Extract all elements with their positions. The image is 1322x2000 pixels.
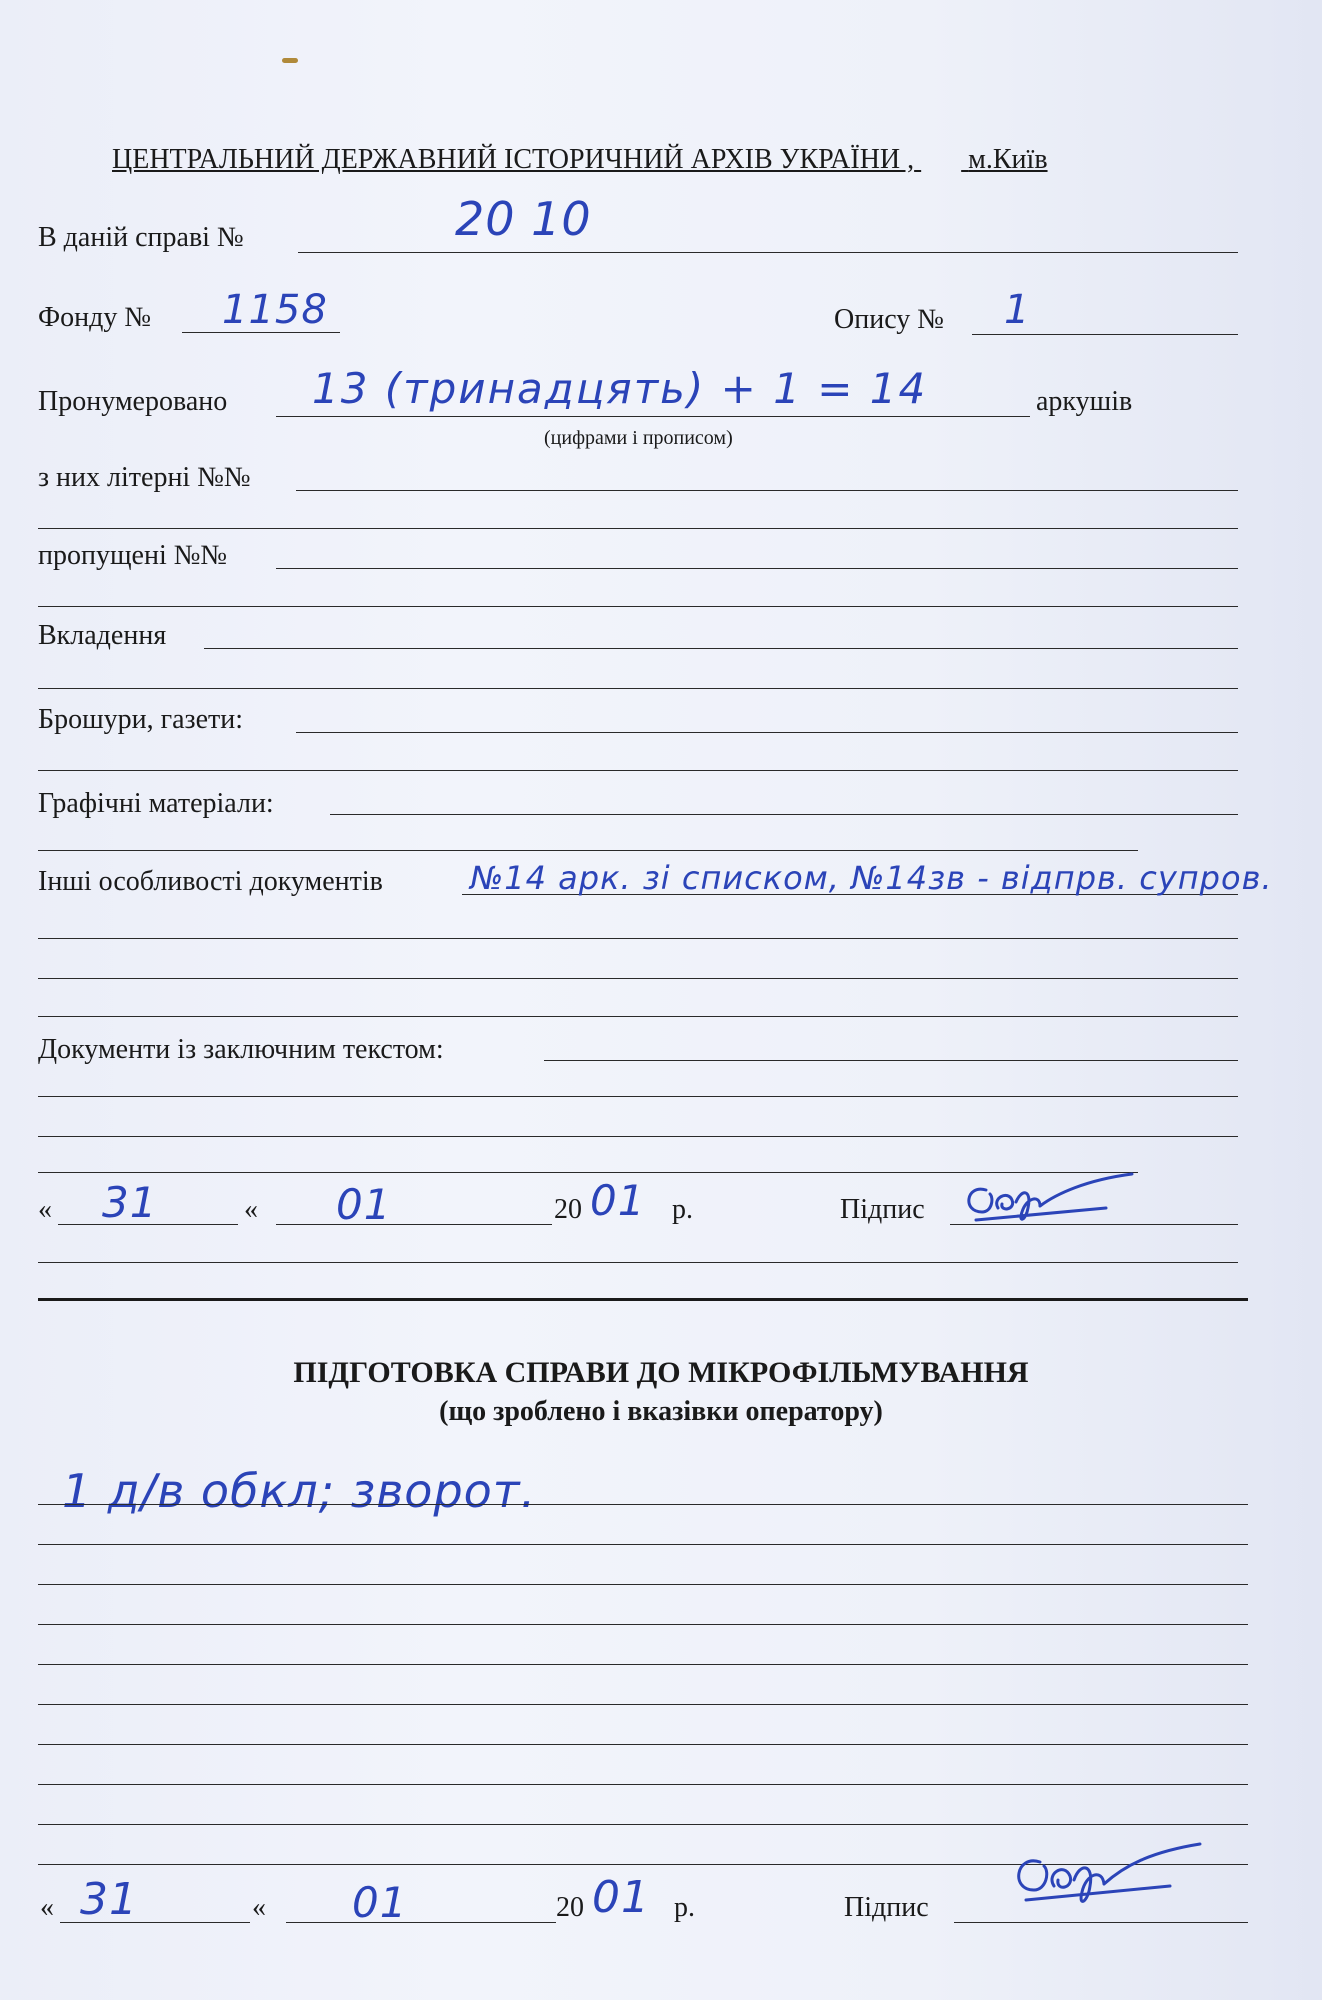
section-line-6 <box>38 1704 1248 1705</box>
final-text-line <box>544 1060 1238 1061</box>
signature-2 <box>1000 1836 1210 1916</box>
date1-day: 31 <box>102 1178 158 1227</box>
date1-second-quote: « <box>244 1194 258 1225</box>
section-title: ПІДГОТОВКА СПРАВИ ДО МІКРОФІЛЬМУВАННЯ <box>293 1356 1029 1389</box>
fund-value: 1158 <box>222 287 328 333</box>
date2-second-quote: « <box>252 1892 266 1923</box>
signature-1 <box>956 1168 1146 1228</box>
graphics-line <box>330 814 1238 815</box>
case-label: В даній справі № <box>38 222 244 253</box>
final-text-label: Документи із заключним текстом: <box>38 1034 444 1065</box>
archive-name: ЦЕНТРАЛЬНИЙ ДЕРЖАВНИЙ ІСТОРИЧНИЙ АРХІВ УКРАЇНИ , <box>112 144 915 175</box>
archive-header <box>112 144 1048 176</box>
section-subtitle: (що зроблено і вказівки оператору) <box>439 1396 883 1427</box>
date1-month: 01 <box>336 1180 392 1229</box>
missing-line-2 <box>38 606 1238 607</box>
date2-month: 01 <box>352 1878 408 1927</box>
date1-open-quote: « <box>38 1194 52 1225</box>
enclosures-label: Вкладення <box>38 620 167 651</box>
case-value: 20 10 <box>455 192 592 246</box>
section-line-7 <box>38 1744 1248 1745</box>
case-line <box>298 252 1238 253</box>
final-text-line-2 <box>38 1096 1238 1097</box>
date1-month-line <box>276 1224 552 1225</box>
numbered-line <box>276 416 1030 417</box>
other-line-4 <box>38 1016 1238 1017</box>
date2-signature-line <box>954 1922 1248 1923</box>
date1-line-2 <box>38 1262 1238 1263</box>
date2-year-suffix: р. <box>674 1892 695 1923</box>
section-line-2 <box>38 1544 1248 1545</box>
ink-blemish <box>282 58 298 63</box>
enclosures-line-2 <box>38 688 1238 689</box>
graphics-line-2 <box>38 850 1138 851</box>
date1-year-suffix: р. <box>672 1194 693 1225</box>
numbered-suffix: аркушів <box>1036 386 1133 417</box>
section-divider <box>38 1298 1248 1301</box>
brochures-label: Брошури, газети: <box>38 704 244 735</box>
date2-signature-label: Підпис <box>844 1892 929 1923</box>
date2-year-prefix: 20 <box>556 1892 584 1923</box>
section-note: 1 д/в обкл; зворот. <box>62 1464 537 1518</box>
section-line-5 <box>38 1664 1248 1665</box>
brochures-line-2 <box>38 770 1238 771</box>
section-line-3 <box>38 1584 1248 1585</box>
literal-label: з них літерні №№ <box>38 462 251 493</box>
date2-open-quote: « <box>40 1892 54 1923</box>
inventory-value: 1 <box>1004 287 1031 333</box>
archive-city: м.Київ <box>968 144 1048 175</box>
inventory-label: Опису № <box>834 304 944 335</box>
literal-line <box>296 490 1238 491</box>
date1-signature-label: Підпис <box>840 1194 925 1225</box>
date1-year: 01 <box>590 1176 646 1225</box>
numbered-hint: (цифрами і прописом) <box>544 427 733 449</box>
enclosures-line <box>204 648 1238 649</box>
section-line-9 <box>38 1824 1248 1825</box>
section-line-1 <box>38 1504 1248 1505</box>
section-line-8 <box>38 1784 1248 1785</box>
inventory-line <box>972 334 1238 335</box>
literal-line-2 <box>38 528 1238 529</box>
numbered-value: 13 (тринадцять) + 1 = 14 <box>312 364 928 413</box>
numbered-label: Пронумеровано <box>38 386 228 417</box>
date2-day: 31 <box>80 1874 138 1925</box>
date2-year: 01 <box>592 1872 650 1923</box>
other-line-3 <box>38 978 1238 979</box>
other-line-2 <box>38 938 1238 939</box>
other-value: №14 арк. зі списком, №14зв - відпрв. супров. <box>470 859 1273 897</box>
date1-year-prefix: 20 <box>554 1194 582 1225</box>
final-text-line-3 <box>38 1136 1238 1137</box>
date2-month-line <box>286 1922 556 1923</box>
section-line-4 <box>38 1624 1248 1625</box>
missing-line <box>276 568 1238 569</box>
other-label: Інші особливості документів <box>38 866 383 897</box>
graphics-label: Графічні матеріали: <box>38 788 274 819</box>
missing-label: пропущені №№ <box>38 540 228 571</box>
fund-label: Фонду № <box>38 302 152 333</box>
brochures-line <box>296 732 1238 733</box>
